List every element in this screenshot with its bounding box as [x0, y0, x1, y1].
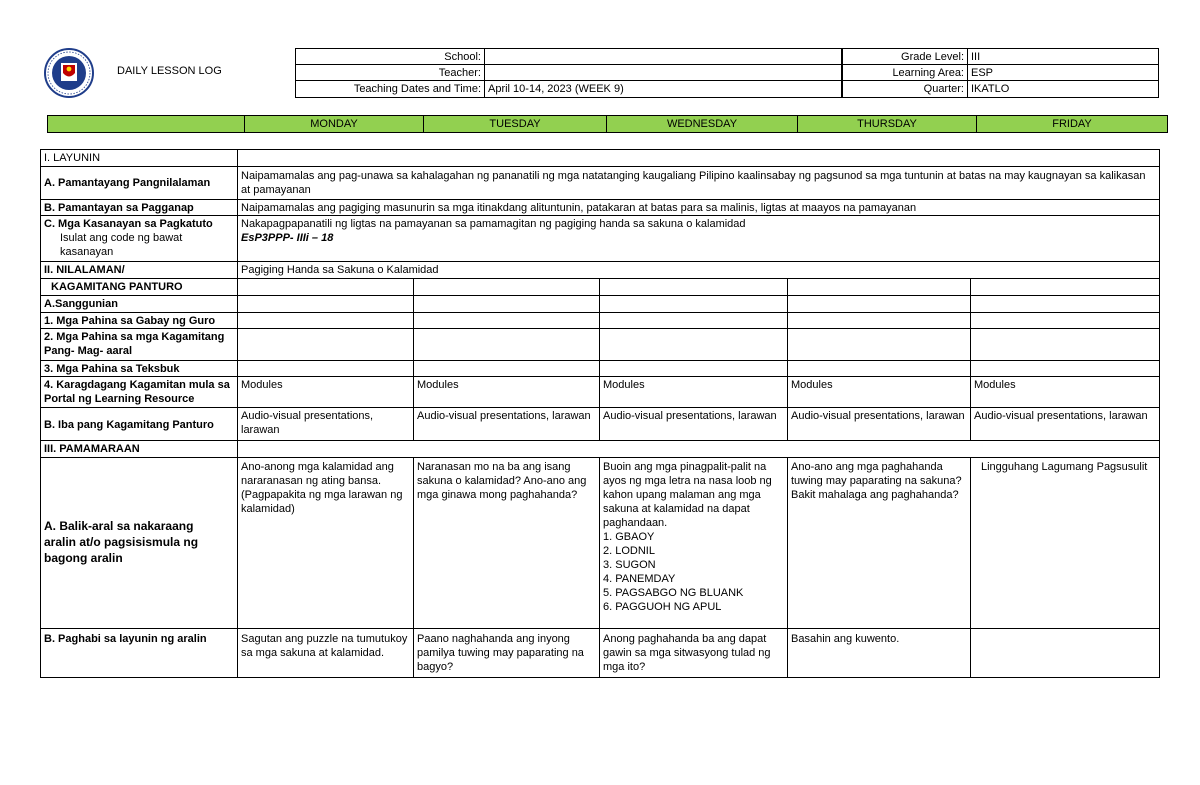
balik-label	[40, 457, 238, 629]
teacher-value	[484, 64, 842, 81]
teksbuk-tue	[413, 360, 600, 377]
pagganap-value: Naipamamalas ang pagiging masunurin sa mga itinakdang alituntunin, patakaran at batas para sa malinis, ligtas at maayos na pamayanan	[237, 199, 1160, 216]
area-value: ESP	[967, 64, 1159, 81]
pamantayang-label: A. Pamantayang Pangnilalaman	[40, 166, 238, 200]
pamantayang-value: Naipamamalas ang pag-unawa sa kahalagahan ng pananatili ng mga natatanging kaugaliang Pilipino kaalinsabay ng pagsunod sa mga tuntunin at batas na may kaugnayan sa kalikasan at pamayanan	[237, 166, 1160, 200]
kagamitan-thu	[787, 278, 971, 296]
iba-thu: Audio-visual presentations, larawan	[787, 407, 971, 441]
kasanayan-label-cell	[40, 215, 238, 262]
grade-label: Grade Level:	[842, 48, 968, 65]
dates-label: Teaching Dates and Time:	[295, 80, 485, 98]
grade-value: III	[967, 48, 1159, 65]
kagamitang-pahina-mon	[237, 328, 414, 361]
teksbuk-fri	[970, 360, 1160, 377]
sanggunian-wed	[599, 295, 788, 313]
list-item: 3. SUGON	[603, 559, 656, 571]
iba-tue: Audio-visual presentations, larawan	[413, 407, 600, 441]
gabay-mon	[237, 312, 414, 329]
teksbuk-wed	[599, 360, 788, 377]
karagdagang-thu: Modules	[787, 376, 971, 408]
gabay-label: 1. Mga Pahina sa Gabay ng Guro	[40, 312, 238, 329]
teksbuk-mon	[237, 360, 414, 377]
kasanayan-value-cell	[237, 215, 1160, 262]
day-friday: FRIDAY	[976, 115, 1168, 133]
kagamitang-pahina-thu	[787, 328, 971, 361]
kagamitang-pahina-tue	[413, 328, 600, 361]
list-item: 1. GBAOY	[603, 531, 655, 543]
kasanayan-sub: Isulat ang code ng bawat kasanayan	[60, 232, 183, 258]
paghabi-fri	[970, 628, 1160, 678]
balik-wed-text: Buoin ang mga pinagpalit-palit na ayos ng mga letra na nasa loob ng kahon upang malaman ang mga sakuna at kalamidad na dapat paghandaan.	[603, 461, 772, 529]
area-label: Learning Area:	[842, 64, 968, 81]
layunin-blank	[237, 149, 1160, 167]
day-tuesday: TUESDAY	[423, 115, 607, 133]
kagamitang-pahina-wed	[599, 328, 788, 361]
iba-mon: Audio-visual presentations, larawan	[237, 407, 414, 441]
balik-thu-text-2: Bakit mahalaga ang paghahanda?	[791, 489, 959, 501]
kagamitan-wed	[599, 278, 788, 296]
balik-thu	[787, 457, 971, 629]
kasanayan-value: Nakapagpapanatili ng ligtas na pamayanan sa pamamagitan ng pagiging handa sa sakuna o kalamidad	[241, 218, 746, 230]
document-title: DAILY LESSON LOG	[117, 65, 222, 77]
kasanayan-code: EsP3PPP- IIIi – 18	[241, 232, 334, 244]
karagdagang-wed: Modules	[599, 376, 788, 408]
teksbuk-thu	[787, 360, 971, 377]
kagamitan-label: KAGAMITANG PANTURO	[40, 278, 238, 296]
gabay-fri	[970, 312, 1160, 329]
balik-fri: Lingguhang Lagumang Pagsusulit	[970, 457, 1160, 629]
paghabi-tue: Paano naghahanda ang inyong pamilya tuwing may paparating na bagyo?	[413, 628, 600, 678]
pamamaraan-heading: III. PAMAMARAAN	[40, 440, 238, 458]
balik-tue: Naranasan mo na ba ang isang sakuna o kalamidad? Ano-ano ang mga ginawa mong paghahanda?	[413, 457, 600, 629]
quarter-value: IKATLO	[967, 80, 1159, 98]
karagdagang-fri: Modules	[970, 376, 1160, 408]
sanggunian-thu	[787, 295, 971, 313]
list-item: 6. PAGGUOH NG APUL	[603, 601, 722, 613]
pamamaraan-blank	[237, 440, 1160, 458]
dates-value: April 10-14, 2023 (WEEK 9)	[484, 80, 842, 98]
iba-label: B. Iba pang Kagamitang Panturo	[40, 407, 238, 441]
balik-thu-text-1: Ano-ano ang mga paghahanda tuwing may paparating na sakuna?	[791, 461, 962, 487]
deped-seal-logo	[38, 47, 100, 99]
karagdagang-mon: Modules	[237, 376, 414, 408]
school-label: School:	[295, 48, 485, 65]
gabay-tue	[413, 312, 600, 329]
kasanayan-label: C. Mga Kasanayan sa Pagkatuto	[44, 218, 213, 230]
day-thursday: THURSDAY	[797, 115, 977, 133]
kagamitan-tue	[413, 278, 600, 296]
karagdagang-label: 4. Karagdagang Kagamitan mula sa Portal ng Learning Resource	[40, 376, 238, 408]
paghabi-wed: Anong paghahanda ba ang dapat gawin sa mga sitwasyong tulad ng mga ito?	[599, 628, 788, 678]
days-header-blank	[47, 115, 245, 133]
karagdagang-tue: Modules	[413, 376, 600, 408]
paghabi-thu: Basahin ang kuwento.	[787, 628, 971, 678]
nilalaman-label: II. NILALAMAN/	[40, 261, 238, 279]
day-wednesday: WEDNESDAY	[606, 115, 798, 133]
kagamitan-fri	[970, 278, 1160, 296]
list-item: 2. LODNIL	[603, 545, 655, 557]
balik-label-text: A. Balik-aral sa nakaraang aralin at/o pagsisismula ng bagong aralin	[44, 519, 199, 565]
iba-wed: Audio-visual presentations, larawan	[599, 407, 788, 441]
paghabi-mon: Sagutan ang puzzle na tumutukoy sa mga sakuna at kalamidad.	[237, 628, 414, 678]
school-value	[484, 48, 842, 65]
paghabi-label: B. Paghabi sa layunin ng aralin	[40, 628, 238, 678]
sanggunian-mon	[237, 295, 414, 313]
sanggunian-tue	[413, 295, 600, 313]
kagamitang-pahina-fri	[970, 328, 1160, 361]
gabay-wed	[599, 312, 788, 329]
teksbuk-label: 3. Mga Pahina sa Teksbuk	[40, 360, 238, 377]
balik-mon: Ano-anong mga kalamidad ang nararanasan ng ating bansa. (Pagpapakita ng mga larawan ng kalamidad)	[237, 457, 414, 629]
scrambled-word-list	[603, 530, 784, 614]
pagganap-label: B. Pamantayan sa Pagganap	[40, 199, 238, 216]
sanggunian-fri	[970, 295, 1160, 313]
list-item: 4. PANEMDAY	[603, 573, 676, 585]
kagamitan-mon	[237, 278, 414, 296]
nilalaman-value: Pagiging Handa sa Sakuna o Kalamidad	[237, 261, 1160, 279]
quarter-label: Quarter:	[842, 80, 968, 98]
gabay-thu	[787, 312, 971, 329]
balik-wed	[599, 457, 788, 629]
teacher-label: Teacher:	[295, 64, 485, 81]
list-item: 5. PAGSABGO NG BLUANK	[603, 587, 744, 599]
kagamitang-pahina-label: 2. Mga Pahina sa mga Kagamitang Pang- Mag- aaral	[40, 328, 238, 361]
iba-fri: Audio-visual presentations, larawan	[970, 407, 1160, 441]
layunin-heading: I. LAYUNIN	[40, 149, 238, 167]
sanggunian-label: A.Sanggunian	[40, 295, 238, 313]
day-monday: MONDAY	[244, 115, 424, 133]
